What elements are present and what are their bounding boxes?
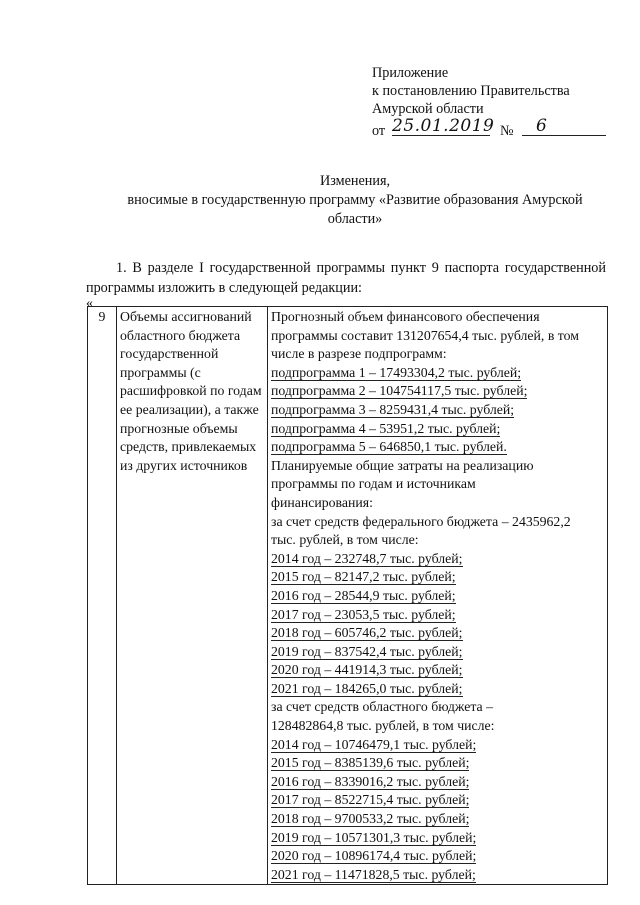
handwritten-number: 6 <box>522 117 606 136</box>
title-line-3: области» <box>327 211 383 227</box>
row-content-cell <box>268 307 608 885</box>
content-line: 2019 год – 10571301,3 тыс. рублей; <box>271 829 477 845</box>
content-line: тыс. рублей, в том числе: <box>271 532 419 548</box>
number-sign: № <box>500 123 514 139</box>
content-line: 2018 год – 605746,2 тыс. рублей; <box>271 625 463 641</box>
passport-table <box>87 306 608 885</box>
content-line: подпрограмма 1 – 17493304,2 тыс. рублей; <box>271 364 522 380</box>
content-line: программы составит 131207654,4 тыс. рублей, в том <box>271 327 580 343</box>
content-line: подпрограмма 3 – 8259431,4 тыс. рублей; <box>271 401 515 417</box>
appendix-region: Амурской области <box>372 101 484 117</box>
content-line: 2018 год – 9700533,2 тыс. рублей; <box>271 811 470 827</box>
row-number-cell: 9 <box>88 307 117 885</box>
content-line: 2015 год – 8385139,6 тыс. рублей; <box>271 755 470 771</box>
content-line: 2017 год – 23053,5 тыс. рублей; <box>271 606 456 622</box>
date-prefix: от <box>372 123 386 139</box>
content-line: 2015 год – 82147,2 тыс. рублей; <box>271 569 456 585</box>
content-line: 2016 год – 8339016,2 тыс. рублей; <box>271 773 470 789</box>
content-line: за счет средств федерального бюджета – 2435962,2 <box>271 513 571 529</box>
document-title <box>60 172 640 229</box>
content-line: 2017 год – 8522715,4 тыс. рублей; <box>271 792 470 808</box>
content-line: подпрограмма 4 – 53951,2 тыс. рублей; <box>271 420 501 436</box>
date-number-line <box>372 116 570 141</box>
content-line: числе в разрезе подпрограмм: <box>271 346 447 362</box>
content-line: 2020 год – 441914,3 тыс. рублей; <box>271 662 463 678</box>
table-row <box>88 307 608 885</box>
content-line: 2014 год – 10746479,1 тыс. рублей; <box>271 736 477 752</box>
content-line: финансирования: <box>271 494 373 510</box>
appendix-title: Приложение <box>372 65 449 81</box>
title-line-1: Изменения, <box>319 173 391 189</box>
handwritten-date: 25.01.2019 <box>392 116 495 136</box>
content-line: 2016 год – 28544,9 тыс. рублей; <box>271 587 456 603</box>
content-line: подпрограмма 5 – 646850,1 тыс. рублей. <box>271 439 507 455</box>
row-name-cell: Объемы ассигнований областного бюджета государственной программы (с расшифровкой по годам ее реализации), а также прогнозные объемы средств, привлекаемых из других источников <box>117 307 268 885</box>
content-line: 2021 год – 184265,0 тыс. рублей; <box>271 680 463 696</box>
content-line: программы по годам и источникам <box>271 476 476 492</box>
appendix-header <box>372 64 570 141</box>
content-line: 128482864,8 тыс. рублей, в том числе: <box>271 718 495 734</box>
content-line: подпрограмма 2 – 104754117,5 тыс. рублей; <box>271 383 528 399</box>
content-line: 2020 год – 10896174,4 тыс. рублей; <box>271 848 477 864</box>
content-line: 2019 год – 837542,4 тыс. рублей; <box>271 643 463 659</box>
content-line: Планируемые общие затраты на реализацию <box>271 457 534 473</box>
opening-quote: « <box>86 296 93 311</box>
title-line-2: вносимые в государственную программу «Развитие образования Амурской <box>127 192 583 208</box>
content-line: Прогнозный объем финансового обеспечения <box>271 309 540 324</box>
amendment-paragraph: 1. В разделе I государственной программы пункт 9 паспорта государственной программы изложить в следующей редакции: <box>86 260 606 296</box>
content-line: 2021 год – 11471828,5 тыс. рублей; <box>271 866 476 882</box>
content-line: 2014 год – 232748,7 тыс. рублей; <box>271 550 463 566</box>
appendix-resolution: к постановлению Правительства <box>372 83 570 99</box>
content-line: за счет средств областного бюджета – <box>271 699 493 715</box>
